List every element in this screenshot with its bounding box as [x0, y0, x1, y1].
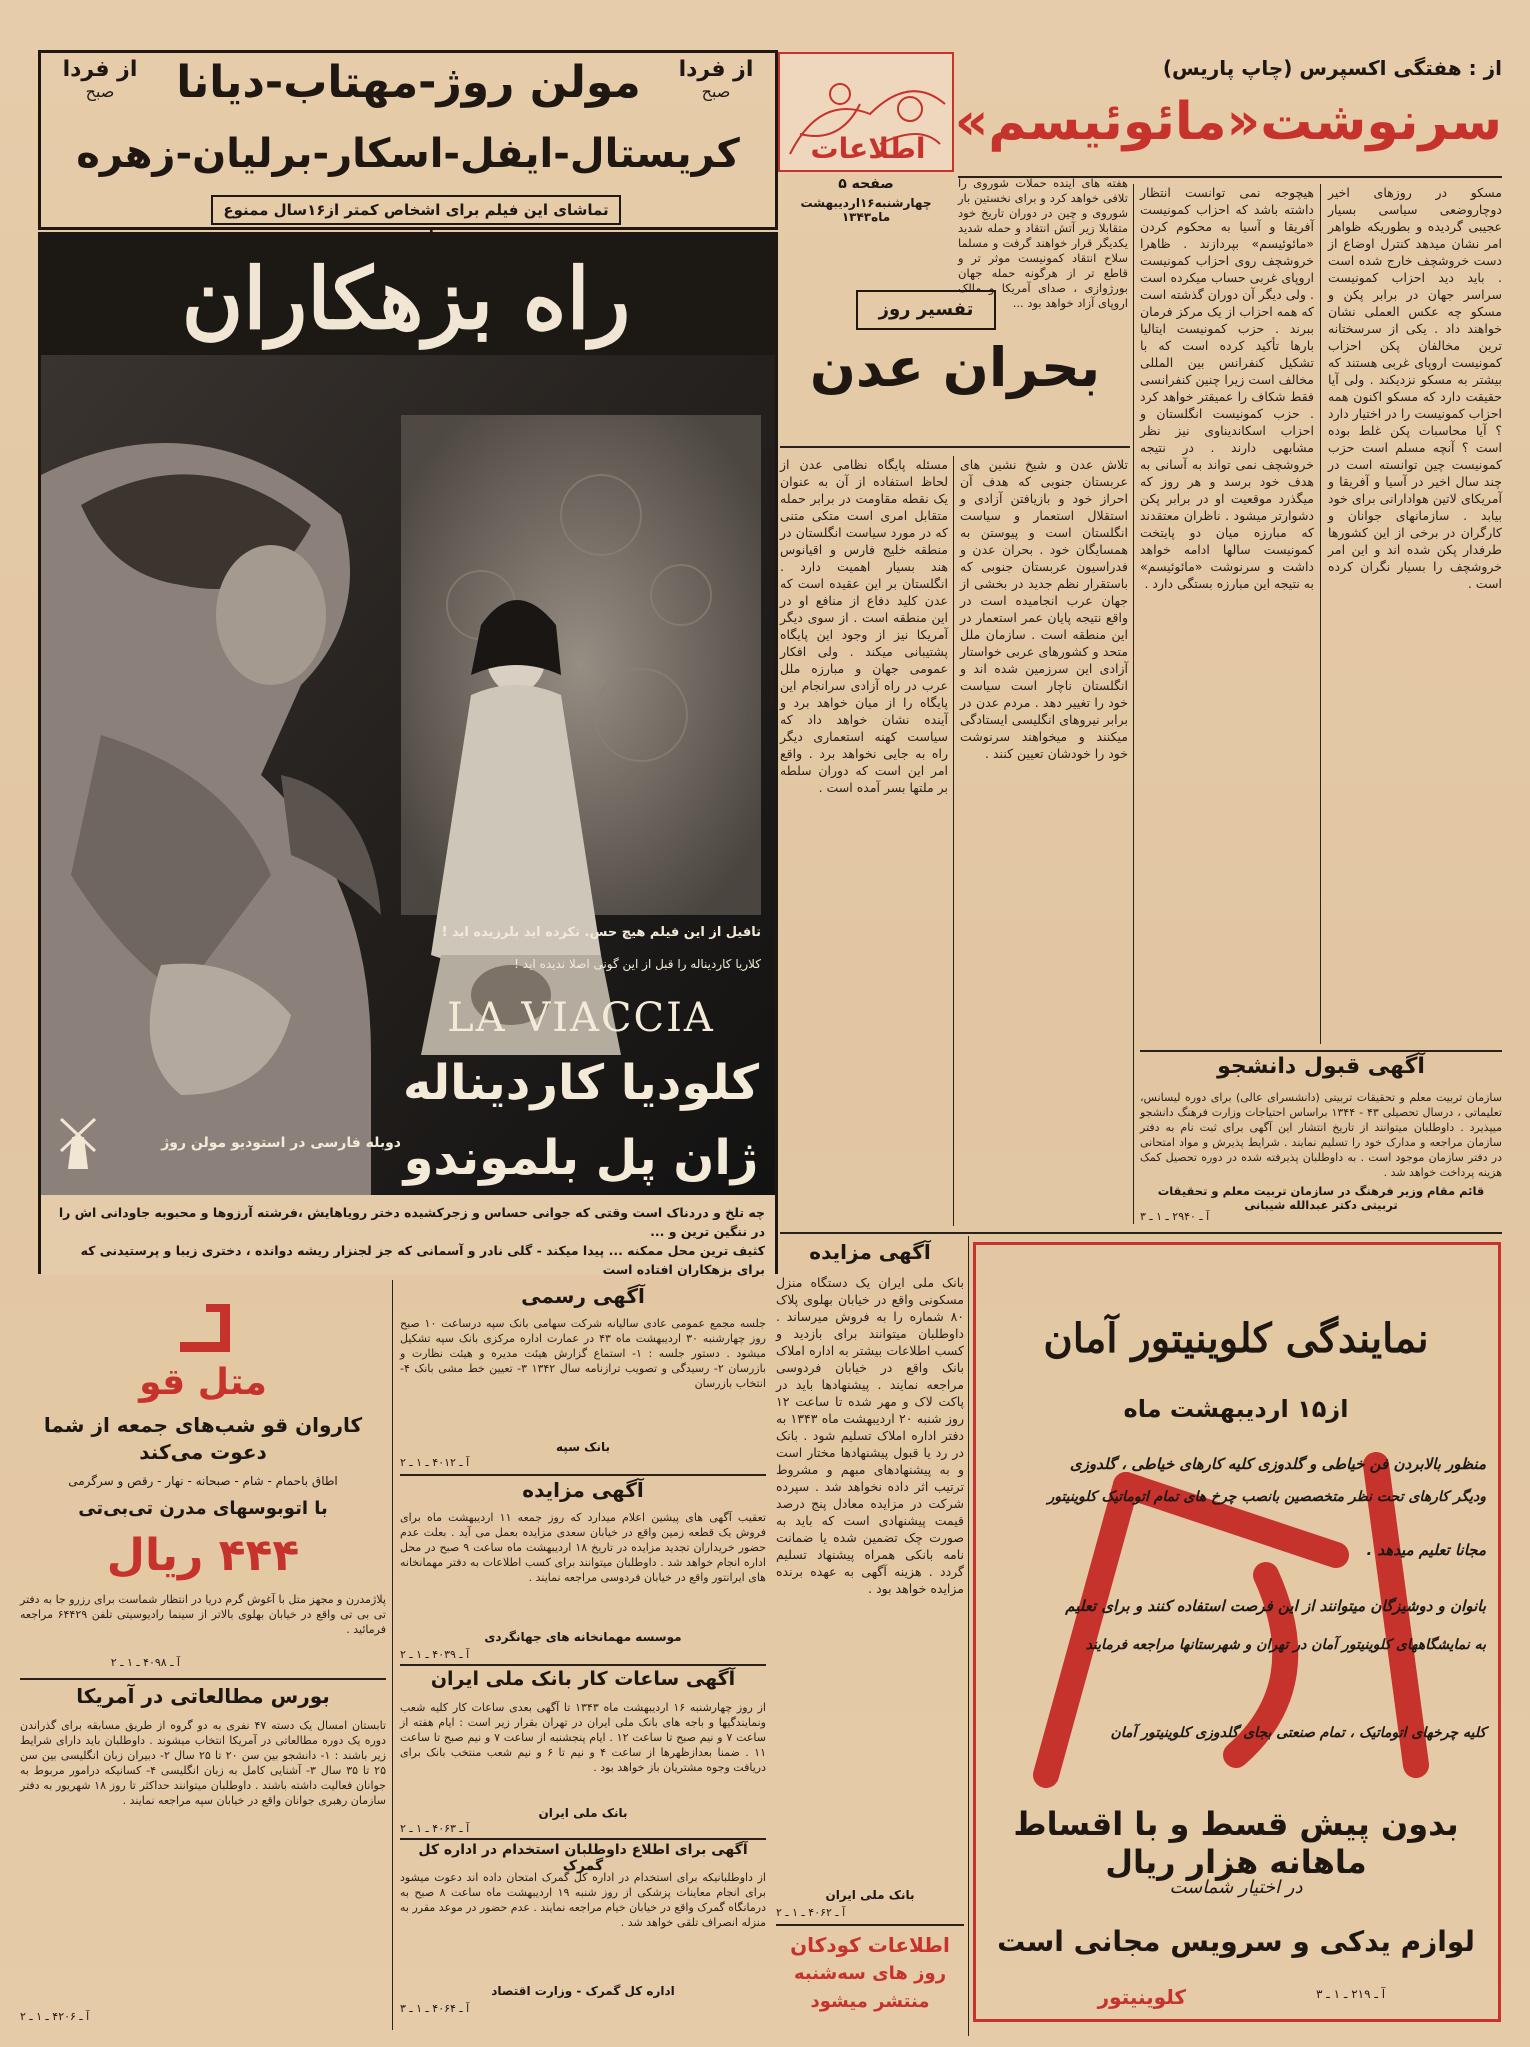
tagline — [41, 1195, 775, 1275]
logo-text: اطلاعات — [810, 132, 926, 165]
original-title: LA VIACCIA — [447, 995, 715, 1041]
hotel-price: ۴۴۴ ریال — [106, 1530, 300, 1581]
editorial-headline: بحران عدن — [809, 336, 1101, 399]
editorial-column-2: مسئله پایگاه نظامی عدن از لحاظ استفاده از آن به عنوان یک نقطه مقاومت در برابر حمله متقابل امری است متکی متنی که در مورد سیاست انگلستان در منطقه خلیج فارس و اقیانوس هند بسیار اهمیت دارد . انگلستان بر این عقیده است که عدن کلید دفاع از منافع او در این منطقه است . از سوی دیگر آمریکا نیز از وجود این پایگاه پشتیبانی میکند . ولی افکار عمومی جهان و مبارزه ملل عرب در راه آزادی سرانجام این پایگاه را از میان خواهد برد و آینده نشان خواهد داد که سیاست کهنه استعماری دیگر راه به جایی نخواهد برد . واقع امر این است که دوران سلطه بر ملتها بسر آمده است . — [780, 457, 948, 795]
auction-2-ref: آ ـ ۴۰۳۹ ـ ۱ ـ ۲ — [400, 1648, 470, 1661]
kids-notice-line-1: اطلاعات کودکان — [790, 1933, 950, 1957]
from-tomorrow-right — [661, 57, 771, 127]
caption-line-2: کلاریا کاردیناله را قبل از این گونی اصلا ندیده اید ! — [514, 957, 761, 971]
film-title: راه بزهکاران — [181, 249, 631, 348]
kelvinator-line-4: بانوان و دوشیزگان میتوانند از این فرصت استفاده کنند و برای تعلیم — [1065, 1597, 1486, 1615]
side-article: هفته های آینده حملات شوروی را تلافی خواهد کرد و برای نخستین بار شوروی و چین در دوران تاریخ خود متقابلا زیر آتش انتقاد و حمله شدید یکدیگر قرار خواهند گرفت و مسلما سلاح انتقاد کمونیست موثر تر و قاطع تر از هرگونه حمله جهان بورژوازی ، صدای آمریکا و مالک اروپای آزاد خواهد بود ... — [958, 176, 1128, 310]
kids-notice — [776, 1930, 964, 2030]
hotel-ad — [20, 1284, 386, 1674]
student-notice-title: آگهی قبول دانشجو — [1217, 1054, 1425, 1079]
official-notice-ref: آ ـ ۴۰۱۲ ـ ۱ ـ ۲ — [400, 1456, 470, 1469]
masthead-logo — [778, 52, 954, 172]
exchange-body: تابستان امسال یک دسته ۴۷ نفری به دو گروه از طریق مسابقه برای گذراندن دوره یک دوره مطالعاتی در آمریکا انتخاب میشوند . داوطلبان باید دارای شرایط زیر باشند : ۱- دانشجو بین سن ۲۰ تا ۲۵ سال ۲- دبیران زبان انگلیسی بین سن ۲۵ تا ۳۵ سال ۳- آشنایی کامل به زبان انگلیسی ۴- کسانیکه درامور مربوط به جوانان فعالیت داشته باشند . داوطلبان میتوانند حداکثر تا روز ۱۸ شهریور به دفتر سازمان رهبری جوانان واقع در خیابان سپه مراجعه نمایند . — [20, 1719, 387, 1807]
from-tomorrow-sub: صبح — [701, 82, 731, 101]
caption-line-1: تافیل از این فیلم هیچ حس. تکرده اید بلرزیده اید ! — [441, 925, 761, 940]
bank-hours-ref: آ ـ ۴۰۶۳ ـ ۱ ـ ۲ — [400, 1822, 470, 1835]
customs-notice-body: از داوطلبانیکه برای استخدام در اداره کل گمرک امتحان داده اند دعوت میشود برای انجام معاینات پزشکی از روز شنبه ۱۹ اردیبهشت ماه ساعت ۸ صبح به درمانگاه گمرک واقع در خیابان خیام مراجعه نمایند . عدم حضور در موعد مقرر به منزله انصراف تلقی خواهد شد . — [400, 1871, 766, 1929]
kelvinator-brand-mark: کلوینیتور — [1097, 1985, 1186, 2009]
from-tomorrow-label: از فردا — [62, 57, 138, 82]
hotel-title: متل قو — [139, 1362, 267, 1403]
hotel-headline: کاروان قو شب‌های جمعه از شما دعوت می‌کند — [43, 1413, 363, 1464]
kelvinator-line-6: کلیه چرخهای اتوماتیک ، تمام صنعتی بجای گلدوزی کلوینیتور آمان — [1110, 1725, 1486, 1741]
from-tomorrow-label: از فردا — [678, 57, 754, 82]
from-tomorrow-sub: صبح — [85, 82, 115, 101]
student-notice-signature: قائم مقام وزیر فرهنگ در سازمان تربیت معلم و تحقیقات تربیتی دکتر عبدالله شیبانی — [1157, 1184, 1485, 1212]
kelvinator-ad — [973, 1242, 1501, 2022]
auction-body: بانک ملی ایران یک دستگاه منزل مسکونی واقع در خیابان بهلوی پلاک ۸۰ شماره را به فروش میرساند . داوطلبان میتوانند برای بازدید و کسب اطلاعات بیشتر به اداره املاک بانک واقع در خیابان فردوسی مراجعه نمایند . پیشنهادها باید در پاکت لاک و مهر شده تا ساعت ۱۲ روز شنبه ۲۰ اردیبهشت ماه ۱۳۴۳ به دفتر اداره املاک تسلیم شود . بانک در رد یا قبول پیشنهادها مختار است و به پیشنهادهای مبهم و مشروط ترتیب اثر داده نخواهد شد . سپرده شرکت در مزایده معادل پنج درصد قیمت پیشنهادی است که باید به صورت چک تضمین شده یا ضمانت نامه بانکی همراه پیشنهاد تسلیم گردد . هزینه آگهی به عهده برنده مزایده خواهد بود . — [776, 1275, 964, 1596]
kelvinator-title: نمایندگی کلوینیتور آمان — [1043, 1315, 1429, 1362]
student-notice-body: سازمان تربیت معلم و تحقیقات تربیتی (دانشسرای عالی) برای دوره لیسانس، تعلیماتی ، درسال تحصیلی ۴۳ - ۱۳۴۴ براساس احتیاجات وزارت فرهنگ دانشجو میپذیرد . داوطلبان میتوانند از تاریخ انتشار این آگهی برای ثبت نام به دفتر سازمان مراجعه و مدارک خود را تسلیم نمایند . شرایط پذیرش و مواد امتحانی در دفتر سازمان موجود است . به داوطلبان پذیرفته شده در دوره تحصیل کمک هزینه پرداخت خواهد شد . — [1140, 1091, 1502, 1179]
star-1: کلودیا کاردیناله — [403, 1055, 759, 1111]
article-column-1: مسکو در روزهای اخیر دوچاروضعی سیاسی بسیار عجیبی گردیده و بطوریکه ظواهر امر نشان میدهد کنترل اوضاع از دست خروشچف خارج شده است . باید دید احزاب کمونیست سراسر جهان در برابر پکن و مسکو چه عکس العملی نشان خواهند داد . یکی از سرسختانه ترین مخالفان پکن احزاب کمونیست اروپای غربی هستند که بیشتر به مسکو نزدیکند . ولی آیا حقیقت دارد که مسکو اکنون همه احزاب کمونیست را در اختیار دارد ؟ آیا محاسبات پکن غلط بوده است ؟ آنچه مسلم است حزب کمونیست چین توانسته است در چند سال اخیر در آسیا و آفریقا و آمریکای لاتین هوادارانی برای خود بیابد . سازمانهای جوانان و کارگران در برخی از این کشورها طرفدار پکن شده اند و این امر خروشچف را بسیار نگران کرده است . — [1328, 185, 1502, 591]
article-source: از : هفتگی اکسپرس (چاپ پاریس) — [1162, 56, 1502, 80]
windmill-icon — [55, 1115, 101, 1171]
exchange-ref: آ ـ ۴۲۰۶ ـ ۱ ـ ۲ — [20, 2010, 90, 2023]
auction-title: آگهی مزایده — [809, 1240, 931, 1264]
article-headline: سرنوشت«مائوئیسم» — [954, 92, 1502, 152]
editorial-column-1: تلاش عدن و شیخ نشین های عربستان جنوبی که هدف آن احراز خود و بازیافتن آزادی و استقلال استعمار و سیاست انگلستان است و پیوستن به همسایگان خود . بحران عدن و فدراسیون عربستان جنوبی که باستقرار نظم جدید در بخشی از جهان عرب انجامیده است در واقع نتیجه پایان عمر استعمار در این منطقه است . سازمان ملل متحد و کشورهای عربی خواستار آزادی این سرزمین شده اند و انگلستان ناچار است سیاست خود را تغییر دهد . مردم عدن در برابر نیروهای انگلیسی ایستادگی میکنند و میخواهند سرنوشت خود را خودشان تعیین کنند . — [960, 457, 1128, 761]
auction-2-signature: موسسه مهمانخانه های جهانگردی — [484, 1630, 682, 1644]
editorial-label: تفسیر روز — [856, 290, 996, 330]
kelvinator-service: لوازم یدکی و سرویس مجانی است — [997, 1925, 1475, 1958]
tagline-line-2: کثیف ترین محل ممکنه ... پیدا میکند - گلی نادر و آسمانی که جز لجنزار ریشه دوانده ، دختری زیبا و پرستیدنی که برای بزهکاران افتاده است — [80, 1243, 765, 1277]
auction-2-body: تعقیب آگهی های پیشین اعلام میدارد که روز جمعه ۱۱ اردیبهشت ماه برای فروش یک قطعه زمین واقع در خیابان سعدی مزایده بعمل می آید . بعلت عدم حضور خریداران تجدید مزایده در تاریخ ۱۸ اردیبهشت ماه ساعت ۹ صبح در محل اداره انجام خواهد شد . داوطلبان میتوانند برای کسب اطلاعات به دفتر مهمانخانه های ایرانتور واقع در خیابان فردوسی مراجعه نمایند . — [400, 1511, 766, 1584]
kids-notice-line-2: روز های سه‌شنبه — [793, 1963, 947, 1984]
bank-hours-title: آگهی ساعات کار بانک ملی ایران — [430, 1668, 736, 1690]
issue-date: چهارشنبه۱۶اردیبهشت ماه۱۳۴۳ — [800, 196, 932, 224]
dubbing-credit: دوبله فارسی در استودیو مولن روژ — [161, 1135, 401, 1151]
auction-2-title: آگهی مزایده — [522, 1478, 644, 1502]
theaters-line-2: کریستال-ایفل-اسکار-برلیان-زهره — [76, 131, 740, 177]
kelvinator-installments: بدون پیش قسط و با اقساط ماهانه هزار ریال — [1013, 1805, 1459, 1881]
kelvinator-date: از۱۵ اردیبهشت ماه — [1123, 1395, 1349, 1423]
official-notice-signature: بانک سپه — [556, 1440, 610, 1454]
auction-signature: بانک ملی ایران — [825, 1888, 915, 1902]
page-number: صفحه ۵ — [838, 176, 894, 192]
kelvinator-line-7: در اختیار شماست — [1169, 1877, 1303, 1898]
kelvinator-line-2: ودیگر کارهای تحت نظر متخصصین بانصب چرخ های تمام اتوماتیک کلوینیتور — [1047, 1489, 1486, 1505]
hotel-footer: پلاژمدرن و مجهز متل با آغوش گرم دریا در انتظار شماست برای رزرو جا به دفتر تی بی تی واقع در خیابان بهلوی بالاتر از سینما رادیوسیتی تلفن ۶۴۴۲۹ مراجعه فرمائید . — [20, 1593, 386, 1636]
hotel-details: اطاق باحمام - شام - صبحانه - نهار - رقص و سرگرمی — [68, 1474, 338, 1488]
official-notice-body: جلسه مجمع عمومی عادی سالیانه شرکت سهامی بانک سپه درساعت ۱۰ صبح روز چهارشنبه ۳۰ اردیبهشت ماه ۴۳ در عمارت اداره مرکزی بانک سپه تشکیل میشود . دستور جلسه : ۱- استماع گزارش هیئت مدیره و هیئت نظارت و بازرسان ۲- رسیدگی و تصویب ترازنامه سال ۱۳۴۲ ۳- تعیین خط مشی بانک ۴- انتخاب بازرسان — [400, 1317, 766, 1390]
kids-notice-line-3: منتشر میشود — [810, 1991, 930, 2012]
star-2: ژان پل بلموندو — [403, 1130, 759, 1186]
customs-notice-ref: آ ـ ۴۰۶۴ ـ ۱ ـ ۳ — [400, 2002, 470, 2015]
theaters-line-1: مولن روژ-مهتاب-دیانا — [176, 57, 641, 108]
exchange-title: بورس مطالعاتی در آمریکا — [76, 1684, 330, 1708]
bank-hours-body: از روز چهارشنبه ۱۶ اردیبهشت ماه ۱۳۴۳ تا آگهی بعدی ساعات کار کلیه شعب ونمایندگیها و باجه های بانک ملی ایران در تهران بقرار زیر است : ایام هفته از ساعت ۷ و نیم صبح تا ساعت ۱۲ . ایام پنجشنبه از ساعت ۷ و نیم صبح تا ساعت ۱۱ . ضمنا بعدازظهرها از ساعت ۴ و نیم تا ۶ و نیم شعب منتخب بانک برای دریافت وجوه مشتریان باز خواهد بود . — [400, 1701, 767, 1774]
student-notice-ref: آ ـ ۲۹۴۰ ـ ۱ ـ ۳ — [1140, 1210, 1210, 1223]
customs-notice-signature: اداره کل گمرک - وزارت اقتصاد — [491, 1984, 675, 1998]
cinema-ad-header — [38, 50, 778, 230]
kelvinator-line-3: مجانا تعلیم میدهد . — [1366, 1541, 1486, 1559]
article-column-2: هیچوجه نمی توانست انتظار داشته باشد که احزاب کمونیست آفریقا و آسیا به محکوم کردن «مائوئیسم» بپردازند . ظاهرا خروشچف روی احزاب کمونیست اروپای غربی حساب میکرده است . ولی دیگر آن دوران گذشته است که همه احزاب از یک مرکز فرمان ببرند . حزب کمونیست ایتالیا بارها تأکید کرده است که با تشکیل کنفرانس بین المللی مخالف است زیرا چنین کنفرانسی فقط شکاف را عمیقتر خواهد کرد . حزب کمونیست انگلستان و احزاب اسکاندیناوی نیز نظر مشابهی دارند . در نتیجه خروشچف نمی تواند به آسانی به هدف خود برسد و هر روز که میگذرد موقعیت او در برابر پکن دشوارتر میشود . ناظران معتقدند که مبارزه میان دو پایتخت کمونیست سالها ادامه خواهد داشت و سرنوشت «مائوئیسم» به نتیجه این مبارزه بستگی دارد . — [1140, 185, 1314, 591]
kelvinator-ref: آ ـ ۲۱۹ ـ ۱ ـ ۳ — [1316, 1987, 1386, 2001]
age-notice: تماشای این فیلم برای اشخاص کمتر از۱۶سال ممنوع — [211, 195, 621, 225]
hotel-transport: با اتوبوسهای مدرن تی‌بی‌تی — [78, 1498, 328, 1519]
auction-ref: آ ـ ۴۰۶۲ ـ ۱ ـ ۲ — [776, 1906, 846, 1919]
swan-icon — [170, 1298, 240, 1358]
kelvinator-line-5: به نمایشگاههای کلوینیتور آمان در تهران و شهرستانها مراجعه فرمایند — [1085, 1637, 1486, 1653]
movie-poster — [38, 232, 778, 1277]
tagline-line-1: چه تلخ و دردناک است وقتی که جوانی حساس و زجرکشیده دختر رویاهایش ،فرشته آرزوها و محبوبه جاودانی اش را در ننگین ترین و ... — [58, 1205, 765, 1239]
from-tomorrow-left — [45, 57, 155, 127]
bank-hours-signature: بانک ملی ایران — [538, 1806, 628, 1820]
hotel-ref: آ ـ ۴۰۹۸ ـ ۱ ـ ۲ — [110, 1656, 180, 1669]
official-notice-title: آگهی رسمی — [521, 1284, 645, 1308]
customs-notice-title: آگهی برای اطلاع داوطلبان استخدام در اداره کل گمرک — [418, 1842, 748, 1874]
kelvinator-line-1: منظور بالابردن فن خیاطی و گلدوزی کلیه کارهای خیاطی ، گلدوزی — [1069, 1455, 1486, 1473]
